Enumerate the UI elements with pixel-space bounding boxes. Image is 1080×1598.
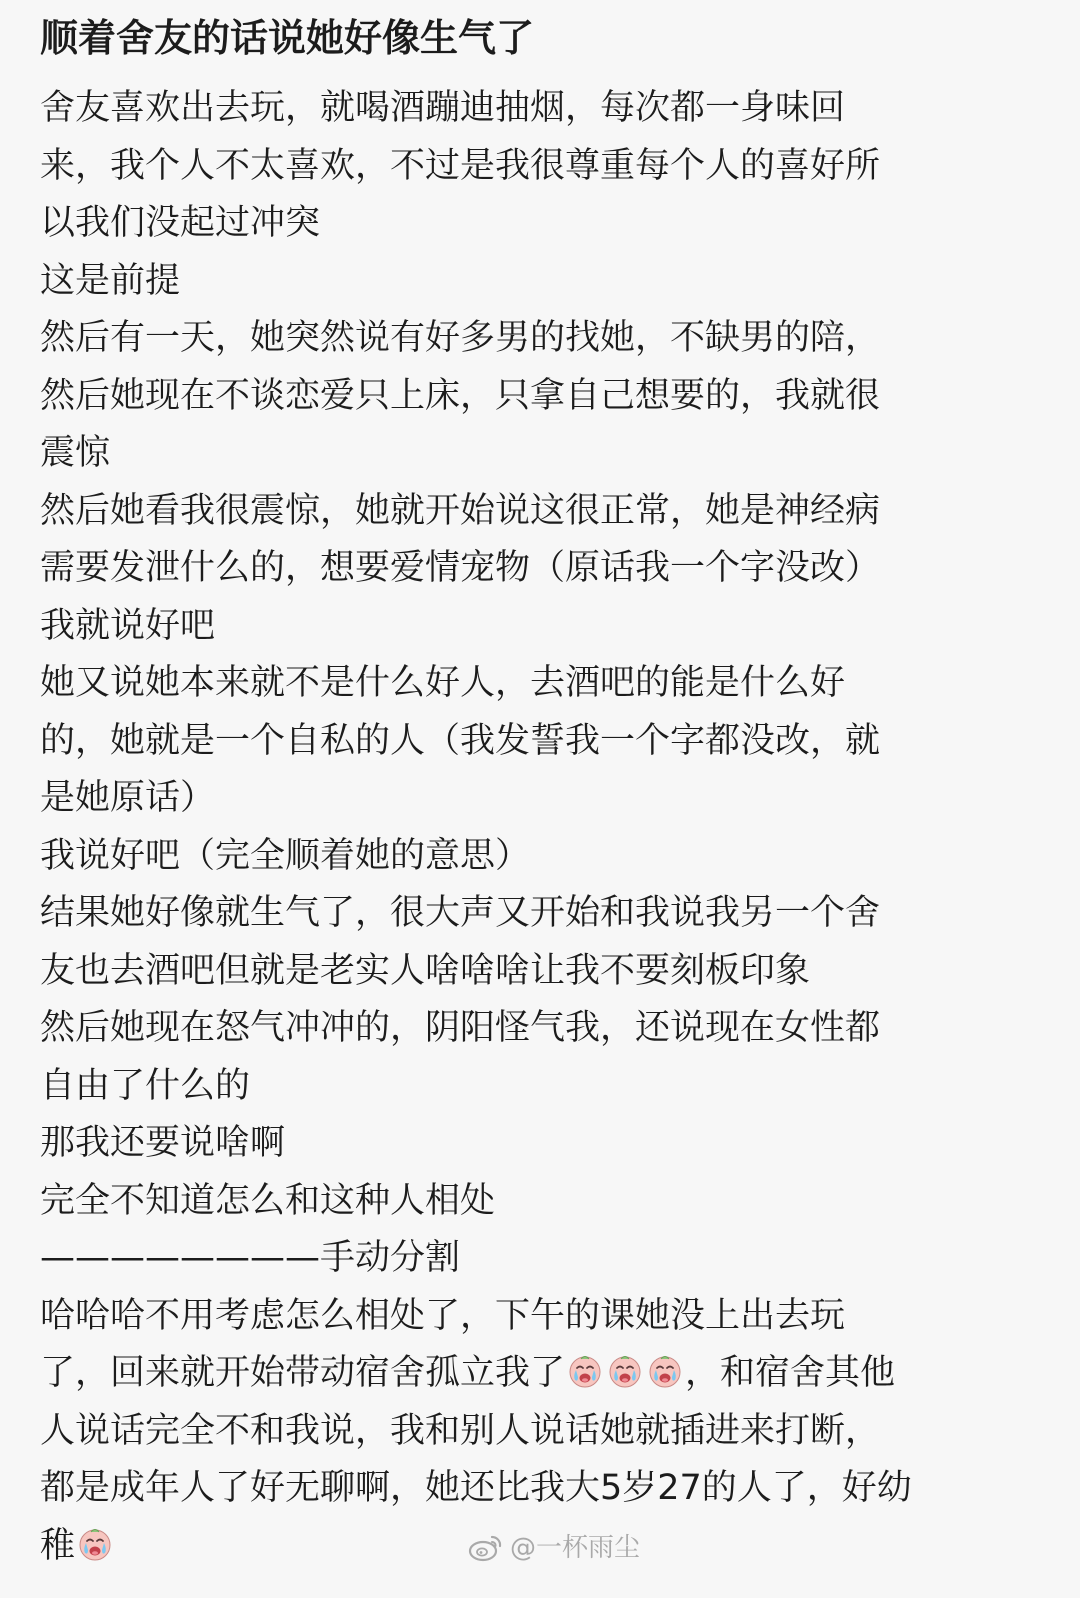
text-line: 她又说她本来就不是什么好人，去酒吧的能是什么好: [40, 663, 846, 703]
text-line: 都是成年人了好无聊啊，她还比我大5岁27的人了，好幼: [40, 1468, 912, 1508]
text-segment: 了，回来就开始带动宿舍孤立我了: [40, 1353, 566, 1393]
text-segment: ，和宿舍其他: [685, 1353, 896, 1393]
watermark: [468, 1528, 640, 1568]
text-line: 哈哈哈不用考虑怎么相处了，下午的课她没上出去玩: [40, 1295, 846, 1336]
text-line: 自由了什么的: [40, 1065, 251, 1106]
text-line: 完全不知道怎么和这种人相处: [40, 1180, 496, 1221]
text-line: 需要发泄什么的，想要爱情宠物（原话我一个字没改）: [40, 548, 881, 588]
text-line: 舍友喜欢出去玩，就喝酒蹦迪抽烟，每次都一身味回: [40, 88, 846, 128]
crying-face-icon: [567, 1353, 603, 1389]
text-line: 然后她现在不谈恋爱只上床，只拿自己想要的，我就很: [40, 375, 881, 416]
text-line: 震惊: [40, 433, 111, 473]
text-line: 然后她看我很震惊，她就开始说这很正常，她是神经病: [40, 490, 881, 531]
text-line: 来，我个人不太喜欢，不过是我很尊重每个人的喜好所: [40, 145, 881, 186]
crying-face-icon: [647, 1353, 683, 1389]
text-line: 的，她就是一个自私的人（我发誓我一个字都没改，就: [40, 720, 881, 761]
text-line: 我说好吧（完全顺着她的意思）: [40, 835, 531, 876]
text-line: 人说话完全不和我说，我和别人说话她就插进来打断，: [40, 1410, 881, 1451]
text-line: 结果她好像就生气了，很大声又开始和我说我另一个舍: [40, 893, 881, 933]
text-line: 友也去酒吧但就是老实人啥啥啥让我不要刻板印象: [40, 950, 811, 991]
text-line: 是她原话）: [40, 778, 216, 818]
crying-face-icon: [607, 1353, 643, 1389]
section-divider: ————————手动分割: [40, 1238, 461, 1278]
text-line: [40, 1345, 1050, 1403]
text-segment: 稚: [40, 1525, 76, 1566]
text-line: 然后有一天，她突然说有好多男的找她，不缺男的陪，: [40, 318, 881, 358]
text-line: 以我们没起过冲突: [40, 203, 321, 243]
text-line: 那我还要说啥啊: [40, 1123, 286, 1163]
watermark-text: @一杯雨尘: [509, 1533, 640, 1563]
post-body: [40, 80, 1050, 1575]
post-title: 顺着舍友的话说她好像生气了: [40, 16, 535, 60]
crying-face-icon: [77, 1526, 113, 1562]
text-line: 然后她现在怒气冲冲的，阴阳怪气我，还说现在女性都: [40, 1008, 881, 1048]
text-line: 我就说好吧: [40, 605, 216, 646]
weibo-logo-icon: [468, 1533, 504, 1563]
text-line: 这是前提: [40, 260, 181, 301]
